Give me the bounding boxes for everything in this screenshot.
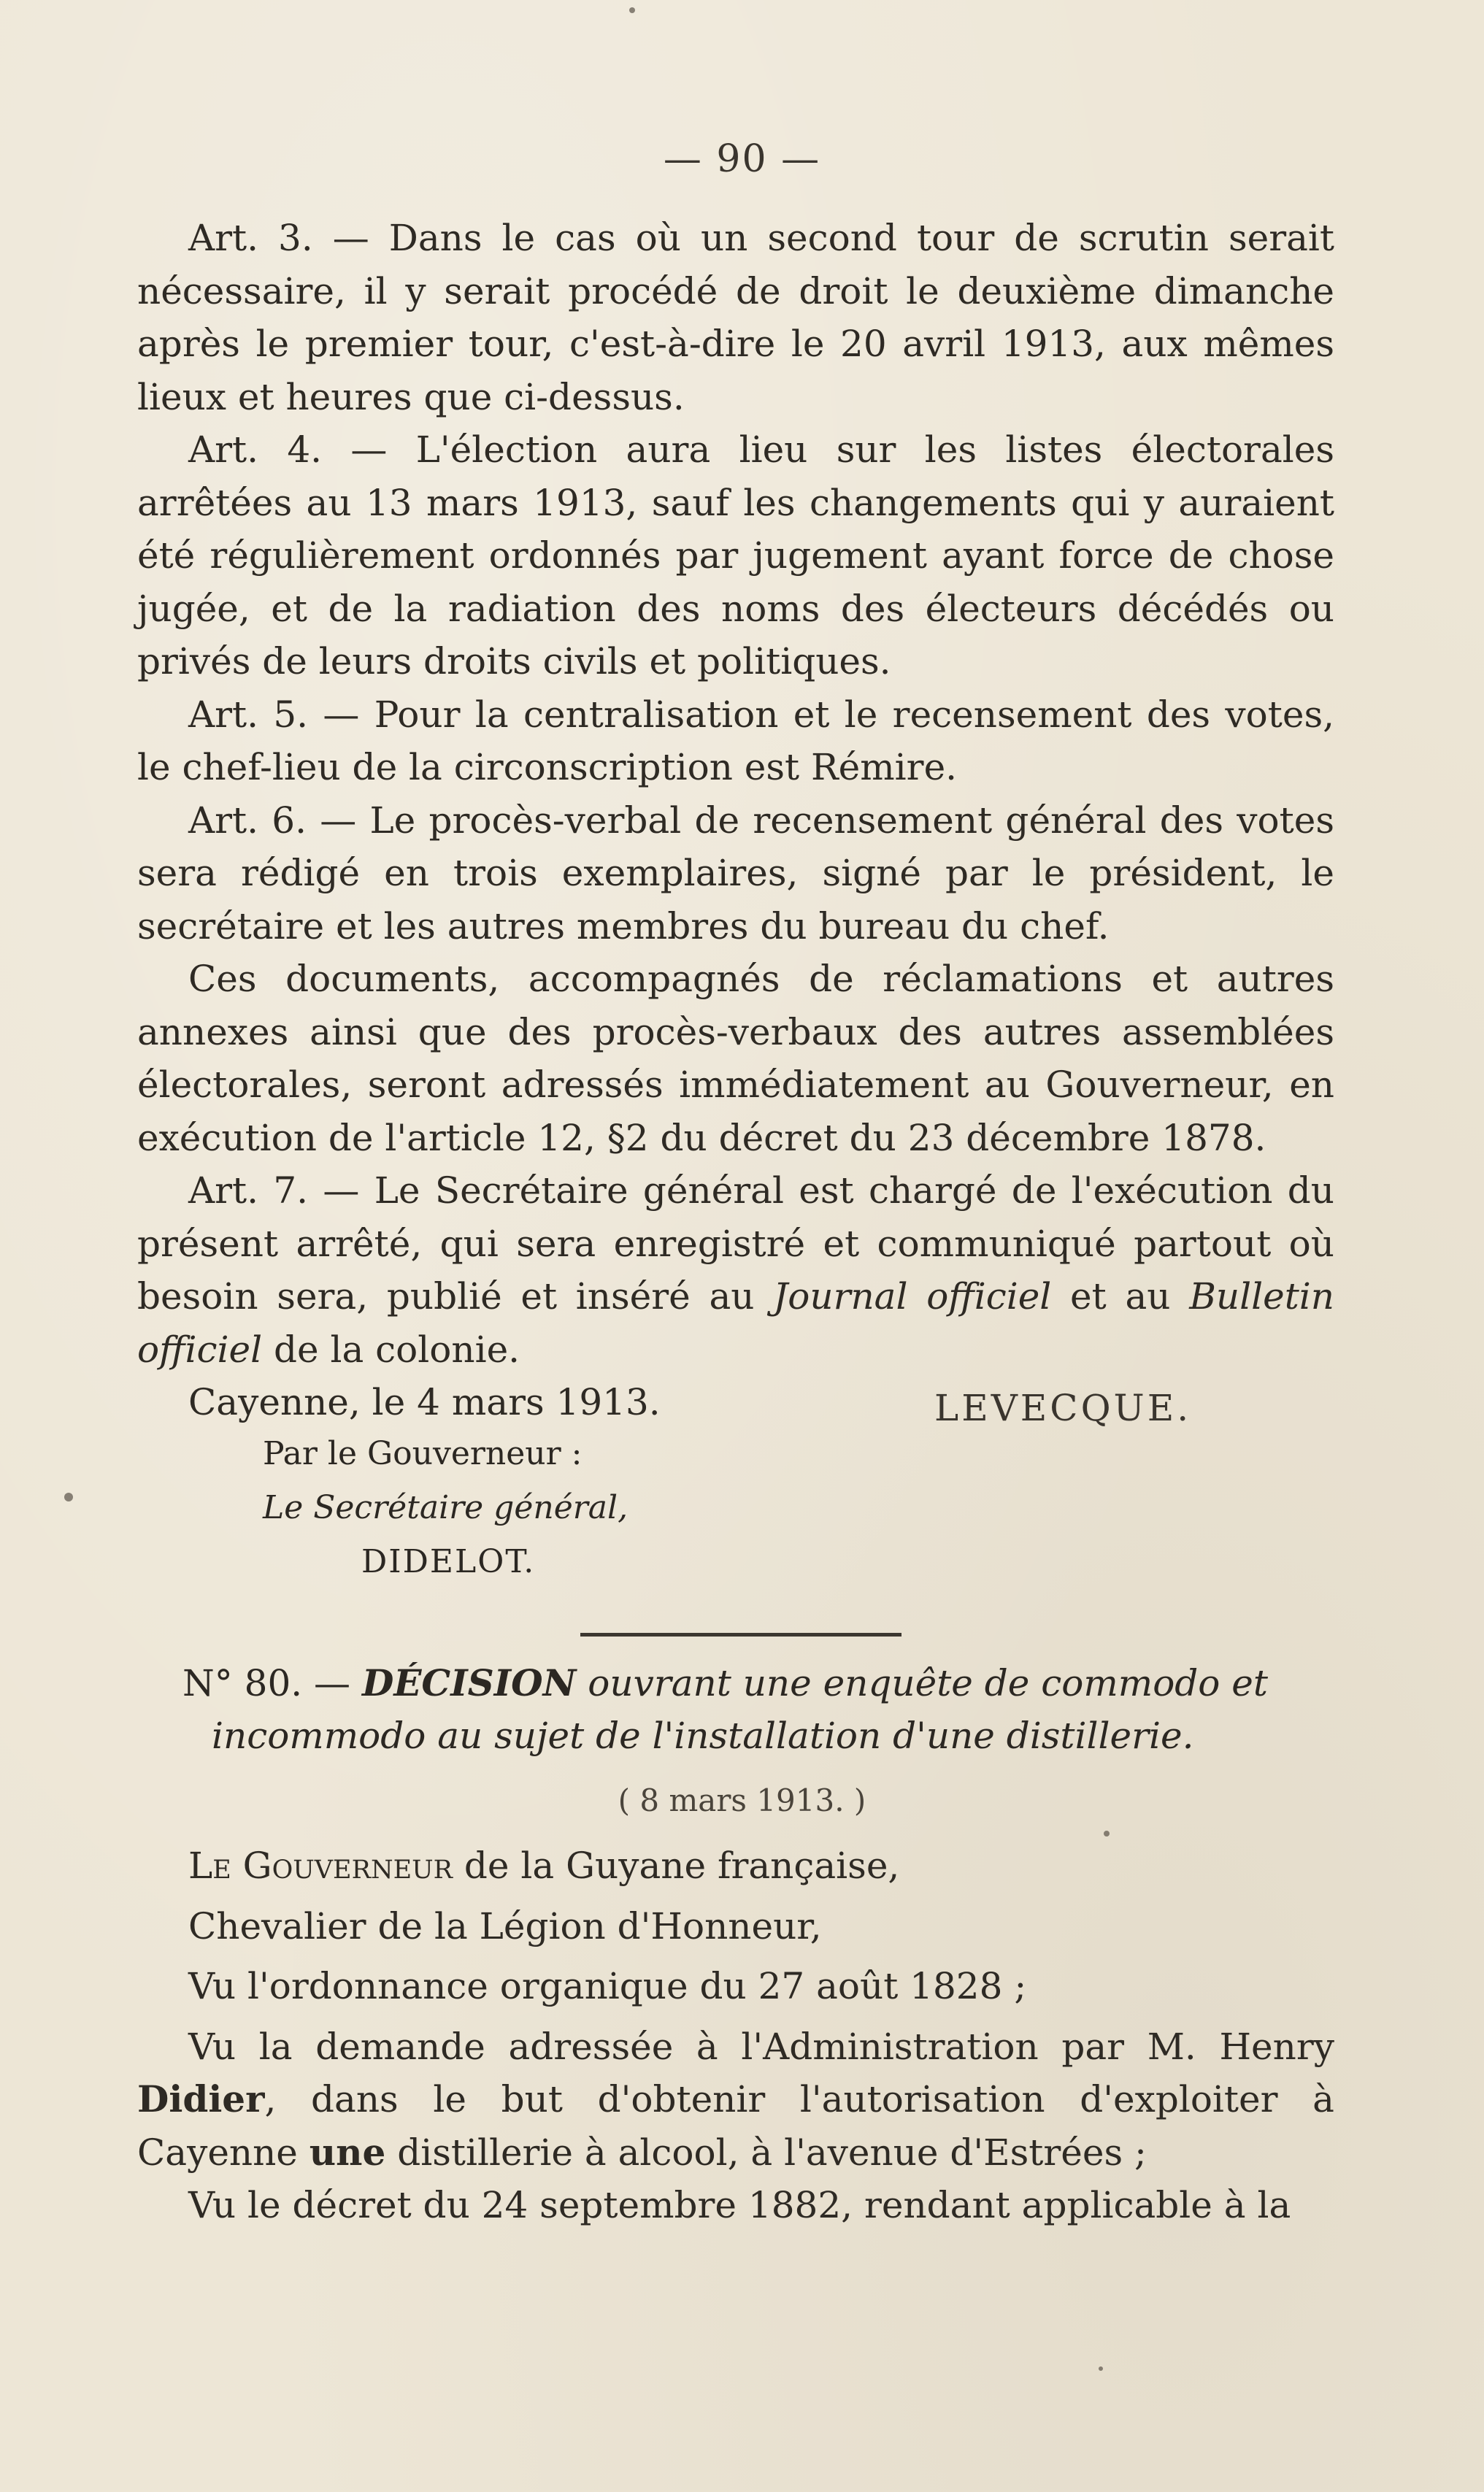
paper-speck bbox=[64, 1493, 73, 1501]
decision-body bbox=[137, 1839, 1334, 2232]
paper-speck bbox=[1099, 2366, 1103, 2371]
governor-signature: LEVECQUE. bbox=[934, 1387, 1192, 1429]
section-divider bbox=[580, 1633, 901, 1637]
gouverneur-smallcaps: Le Gouverneur bbox=[188, 1845, 453, 1887]
article-5: Art. 5. — Pour la centralisation et le recensement des votes, le chef-lieu de la circonscription est Rémire. bbox=[137, 693, 1334, 788]
article-6: Art. 6. — Le procès-verbal de recensement général des votes sera rédigé en trois exemplaires, signé par le président, le secrétaire et les autres membres du bureau du chef. bbox=[137, 799, 1334, 947]
vu-demande-start: Vu la demande adressée à l'Administration par M. Henry bbox=[188, 2025, 1334, 2068]
vu-decret: Vu le décret du 24 septembre 1882, rendant applicable à la bbox=[188, 2184, 1291, 2226]
decision-number: N° 80. — bbox=[182, 1662, 362, 1704]
signature-line-3: DIDELOT. bbox=[361, 1543, 536, 1580]
articles-section bbox=[137, 212, 1334, 1429]
vu-demande-didier: Didier bbox=[137, 2077, 265, 2120]
journal-officiel: Journal officiel bbox=[773, 1275, 1052, 1318]
signature-line-2: Le Secrétaire général, bbox=[263, 1489, 628, 1526]
vu-demande bbox=[137, 2020, 1334, 2180]
article-7-text: Art. 7. — Le Secrétaire général est chargé de l'exécution du présent arrêté, qui sera enregistré et communiqué partout où besoin sera, publié et inséré au bbox=[137, 1169, 1334, 1318]
chevalier-line: Chevalier de la Légion d'Honneur, bbox=[188, 1904, 822, 1947]
decision-heading bbox=[182, 1657, 1336, 1762]
article-7-end: de la colonie. bbox=[262, 1328, 520, 1371]
place-date: Cayenne, le 4 mars 1913. bbox=[188, 1381, 661, 1423]
decision-line-1: ouvrant une enquête de commodo et bbox=[576, 1662, 1268, 1704]
vu-demande-end: distillerie à alcool, à l'avenue d'Estrées ; bbox=[385, 2131, 1147, 2174]
decision-line-2: incommodo au sujet de l'installation d'une distillerie. bbox=[212, 1715, 1194, 1757]
decision-title: DÉCISION bbox=[361, 1661, 577, 1704]
article-3: Art. 3. — Dans le cas où un second tour de scrutin serait nécessaire, il y serait procédé de droit le deuxième dimanche après le premier tour, c'est-à-dire le 20 avril 1913, aux mêmes lieux et heures que ci-dessus. bbox=[137, 217, 1334, 418]
bulletin-officiel: Bulletin officiel bbox=[137, 1275, 1334, 1371]
vu-demande-middle: , dans le but d'obtenir l'autorisation d'exploiter à Cayenne bbox=[137, 2078, 1334, 2174]
page-number: — 90 — bbox=[663, 137, 821, 181]
gouverneur-line bbox=[137, 1839, 1334, 1893]
article-7-between: et au bbox=[1051, 1275, 1190, 1318]
secretary-signature-block bbox=[263, 1427, 628, 1589]
paper-speck bbox=[1104, 1831, 1110, 1837]
article-7 bbox=[137, 1164, 1334, 1376]
article-4: Art. 4. — L'élection aura lieu sur les listes électorales arrêtées au 13 mars 1913, sauf les changements qui y auraient été régulièrement ordonnés par jugement ayant force de chose jugée, et de la radiation des noms des électeurs décédés ou privés de leurs droits civils et politiques. bbox=[137, 428, 1334, 682]
vu-ordonnance: Vu l'ordonnance organique du 27 août 1828 ; bbox=[188, 1965, 1027, 2007]
documents-paragraph: Ces documents, accompagnés de réclamations et autres annexes ainsi que des procès-verbaux des autres assemblées électorales, seront adressés immédiatement au Gouverneur, en exécution de l'article 12, §2 du décret du 23 décembre 1878. bbox=[137, 958, 1334, 1159]
signature-line-1: Par le Gouverneur : bbox=[263, 1435, 583, 1472]
vu-demande-une: une bbox=[309, 2130, 386, 2174]
gouverneur-rest: de la Guyane française, bbox=[452, 1845, 900, 1887]
decision-date: ( 8 mars 1913. ) bbox=[618, 1783, 866, 1818]
paper-speck bbox=[629, 7, 635, 13]
